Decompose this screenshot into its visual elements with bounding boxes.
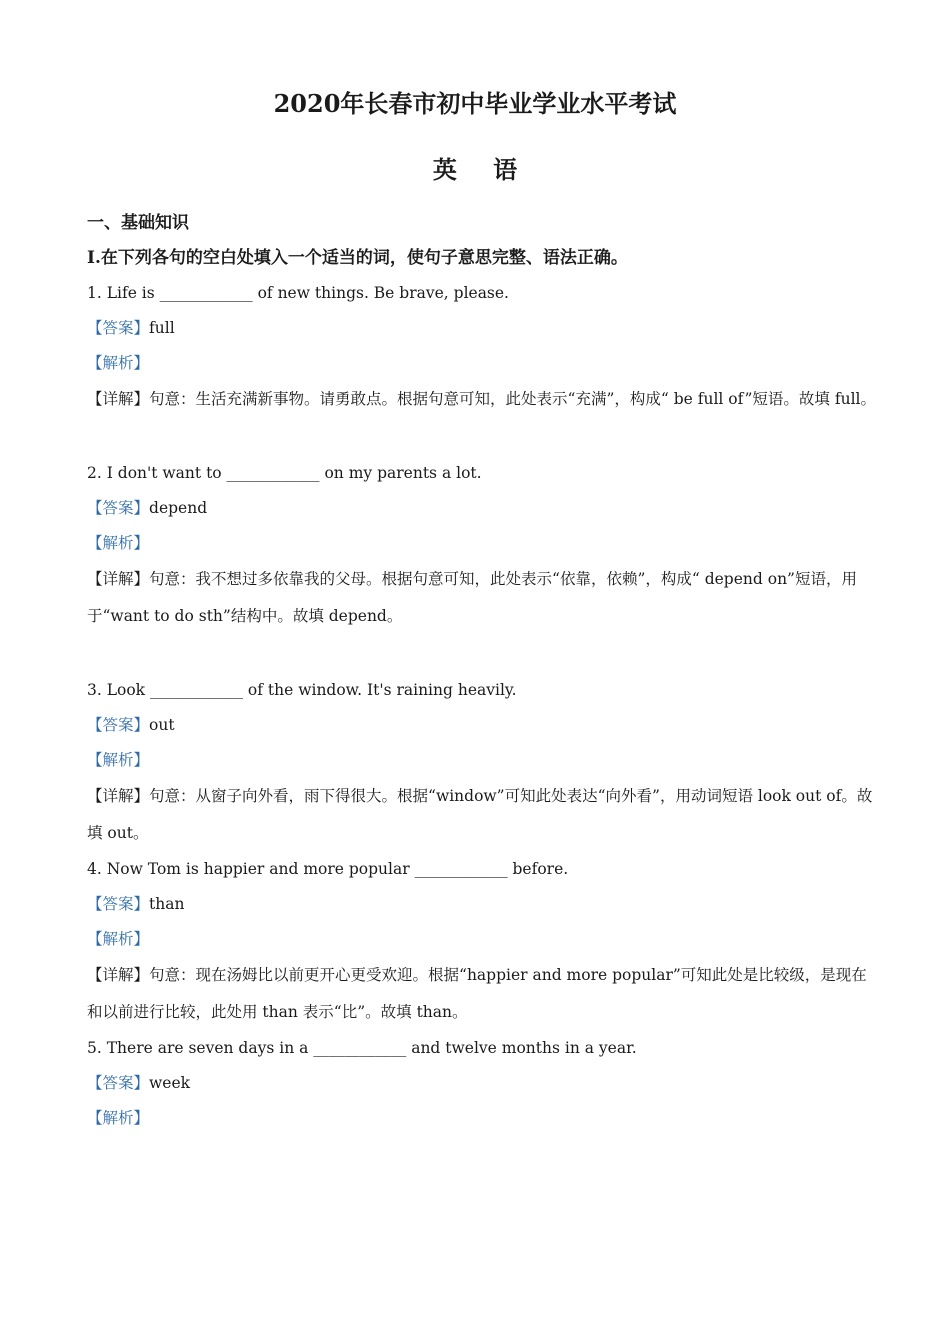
question-text: 3. Look ____________ of the window. It's raining heavily. — [87, 681, 517, 699]
detail-text: 句意：生活充满新事物。请勇敢点。根据句意可知，此处表示“充满”，构成“ be full of”短语。故填 full。 — [149, 390, 876, 408]
answer-label: 【答案】 — [87, 1074, 150, 1092]
subject-title: 英 语 — [432, 155, 532, 184]
analysis-label: 【解析】 — [87, 930, 150, 948]
spacer — [87, 635, 877, 673]
question-text: 1. Life is ____________ of new things. Be brave, please. — [87, 284, 509, 302]
answer-value: week — [149, 1074, 191, 1092]
detail-label: 【详解】 — [87, 966, 150, 984]
detail-paragraph — [87, 778, 877, 852]
detail-paragraph — [87, 957, 877, 1031]
analysis-line — [87, 1101, 877, 1136]
detail-paragraph — [87, 561, 877, 635]
analysis-label: 【解析】 — [87, 534, 150, 552]
question-text: 5. There are seven days in a ____________ and twelve months in a year. — [87, 1039, 637, 1057]
answer-value: full — [149, 319, 175, 337]
detail-label: 【详解】 — [87, 787, 150, 805]
answer-line — [87, 491, 877, 526]
answer-value: than — [149, 895, 185, 913]
analysis-label: 【解析】 — [87, 1109, 150, 1127]
analysis-line — [87, 743, 877, 778]
analysis-line — [87, 922, 877, 957]
answer-label: 【答案】 — [87, 319, 150, 337]
document-body — [87, 206, 877, 1136]
question-text: 2. I don't want to ____________ on my parents a lot. — [87, 464, 482, 482]
answer-line — [87, 1066, 877, 1101]
instruction-text: I.在下列各句的空白处填入一个适当的词，使句子意思完整、语法正确。 — [87, 248, 628, 268]
detail-label: 【详解】 — [87, 570, 150, 588]
answer-label: 【答案】 — [87, 895, 150, 913]
spacer — [87, 418, 877, 456]
analysis-line — [87, 346, 877, 381]
detail-text: 句意：我不想过多依靠我的父母。根据句意可知，此处表示“依靠，依赖”，构成“ depend on”短语，用于“want to do sth”结构中。故填 depend。 — [87, 570, 857, 625]
answer-label: 【答案】 — [87, 716, 150, 734]
detail-text: 句意：现在汤姆比以前更开心更受欢迎。根据“happier and more popular”可知此处是比较级，是现在和以前进行比较，此处用 than 表示“比”。故填 than。 — [87, 966, 867, 1021]
section-heading: 一、基础知识 — [87, 213, 189, 233]
answer-line — [87, 887, 877, 922]
answer-line — [87, 708, 877, 743]
analysis-label: 【解析】 — [87, 751, 150, 769]
answer-value: out — [149, 716, 175, 734]
analysis-line — [87, 526, 877, 561]
answer-line — [87, 311, 877, 346]
question-text: 4. Now Tom is happier and more popular ____________ before. — [87, 860, 569, 878]
detail-label: 【详解】 — [87, 390, 150, 408]
detail-paragraph — [87, 381, 877, 418]
detail-text: 句意：从窗子向外看，雨下得很大。根据“window”可知此处表达“向外看”，用动词短语 look out of。故填 out。 — [87, 787, 873, 842]
exam-title: 2020年长春市初中毕业学业水平考试 — [273, 89, 677, 118]
analysis-label: 【解析】 — [87, 354, 150, 372]
answer-value: depend — [149, 499, 208, 517]
answer-label: 【答案】 — [87, 499, 150, 517]
